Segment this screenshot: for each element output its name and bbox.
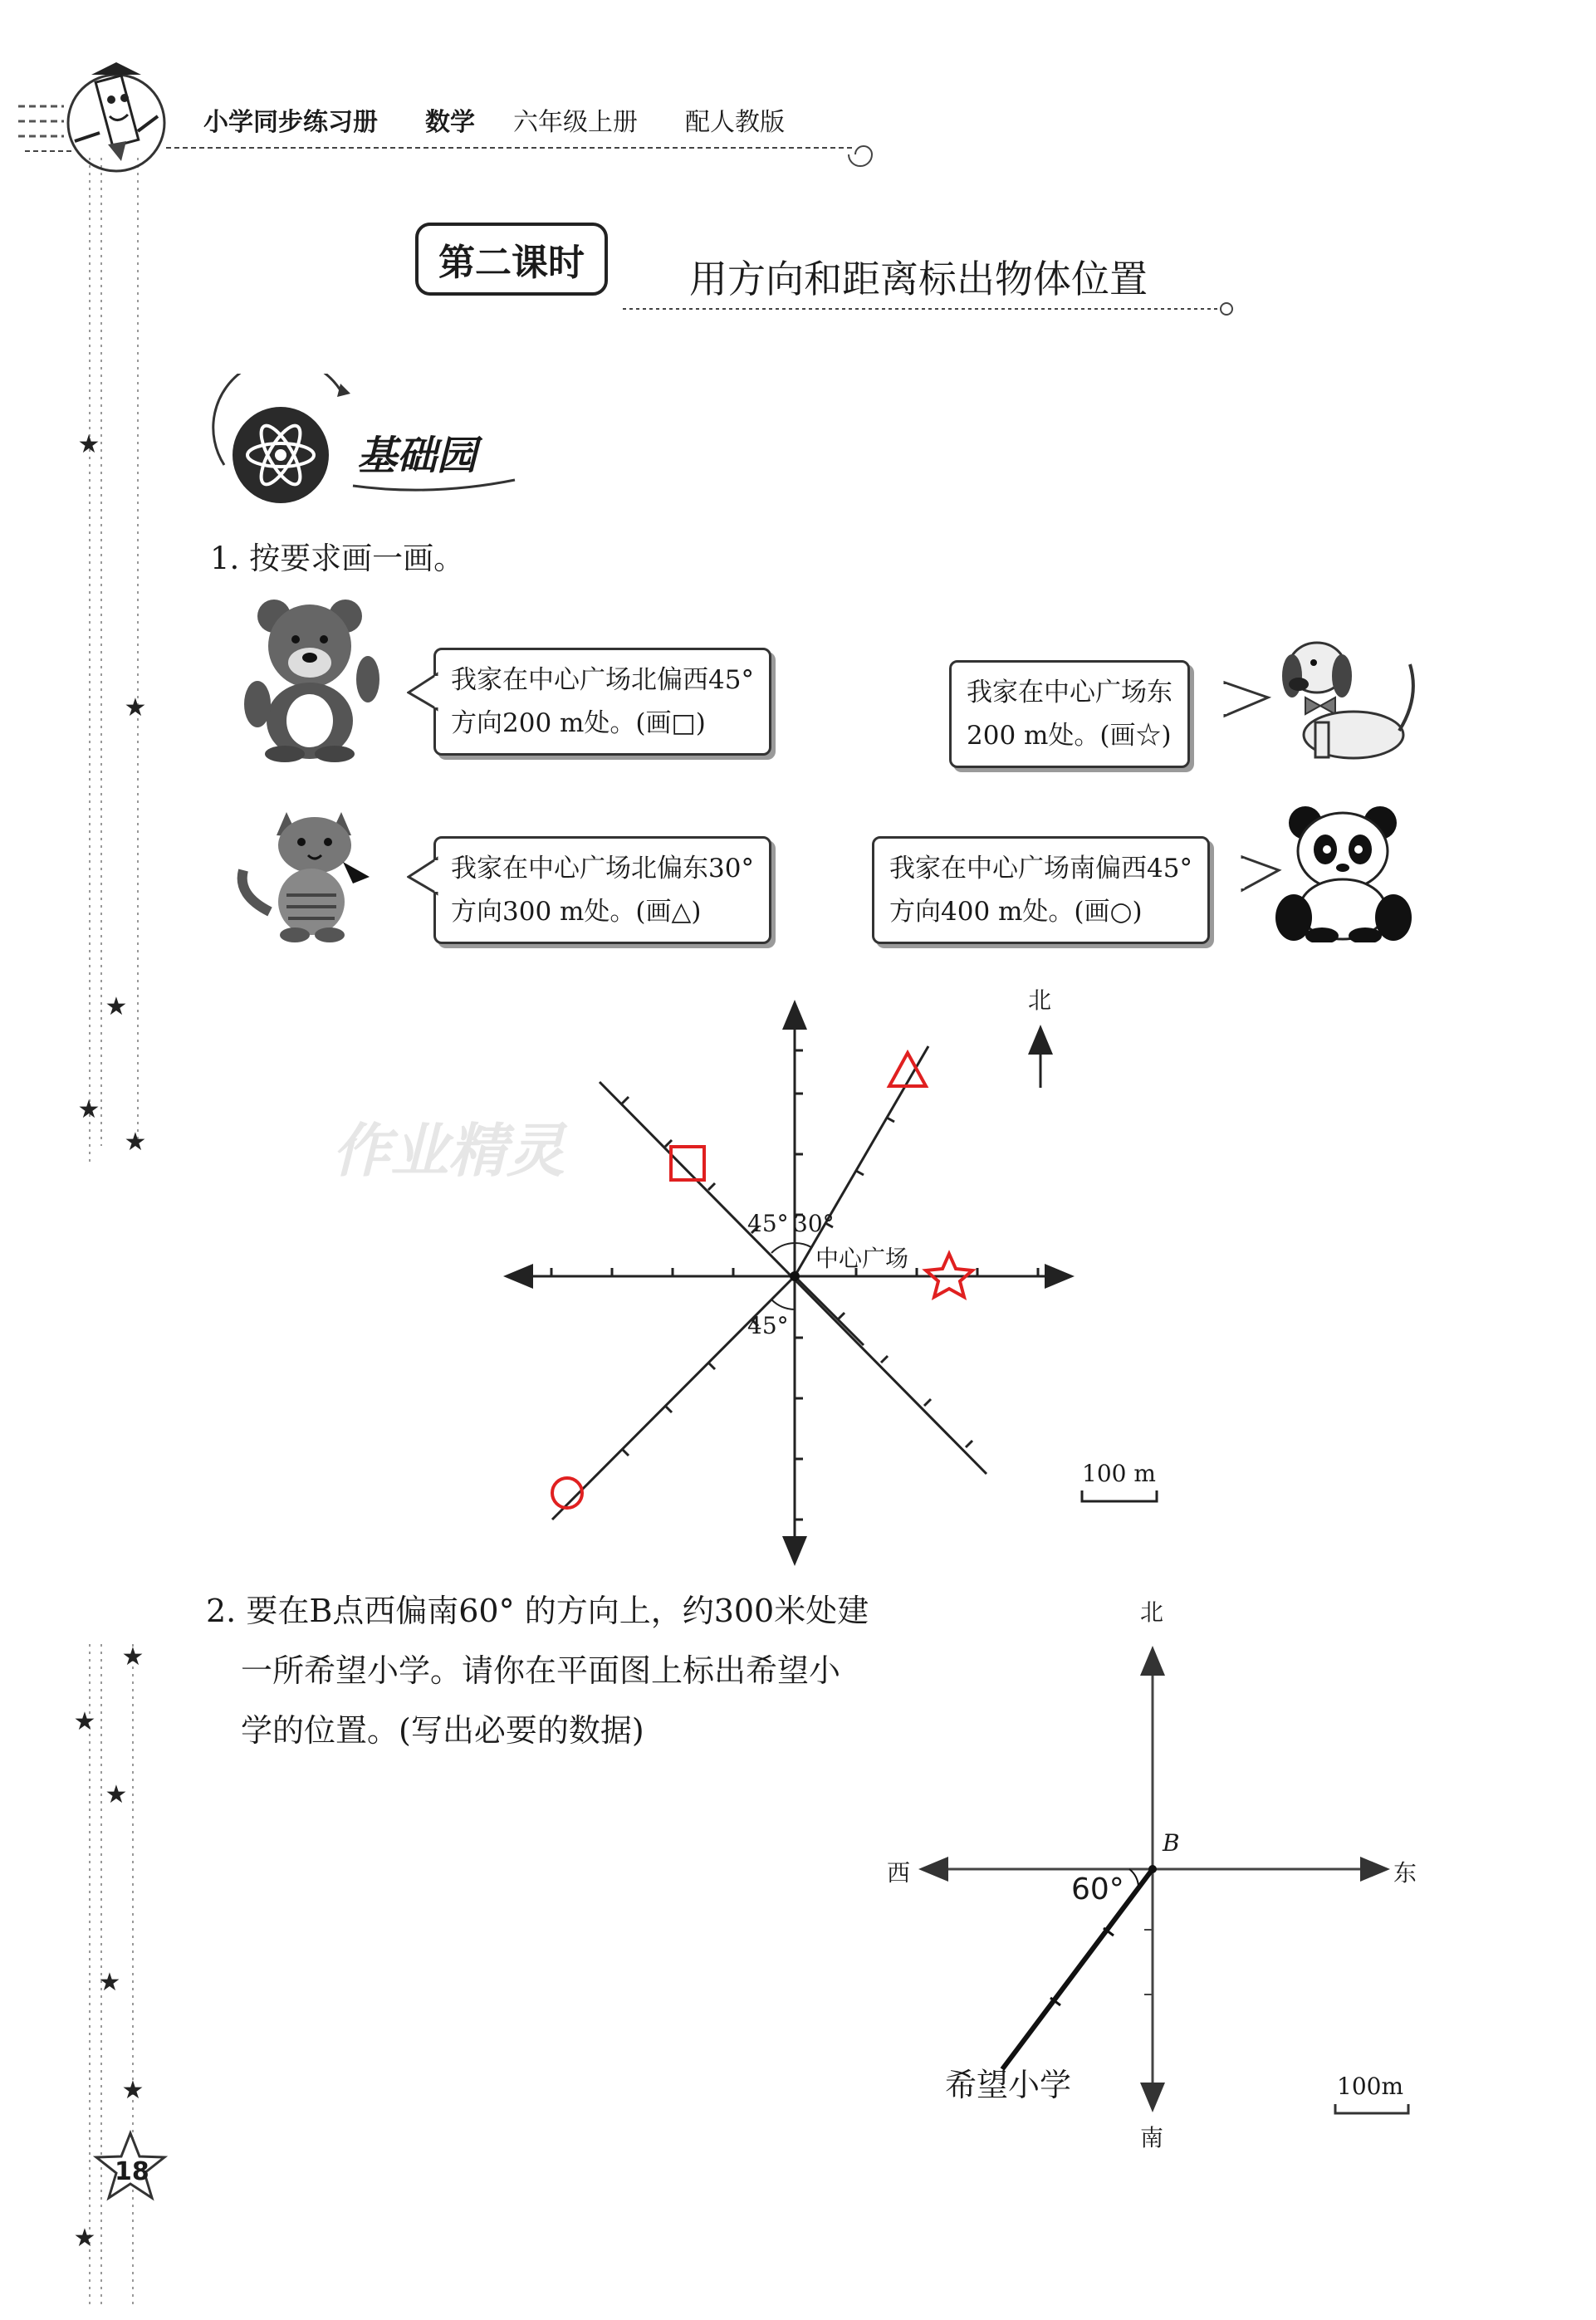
q1-scale-label: 100 m: [1082, 1460, 1156, 1487]
question-2-line-1: 2. 要在B点西偏南60° 的方向上，约300米处建: [206, 1593, 869, 1629]
q2-west-label: 西: [887, 1859, 911, 1887]
bear-bubble-line-1: 我家在中心广场北偏西45°: [451, 665, 754, 695]
svg-text:★: ★: [98, 1968, 121, 1997]
bear-bubble-line-2: 方向200 m处。(画□): [451, 708, 706, 738]
svg-text:★: ★: [105, 992, 128, 1021]
q2-point-b-label: B: [1163, 1829, 1180, 1857]
lesson-title: 用方向和距离标出物体位置: [689, 257, 1148, 301]
q1-angle-label-sw: 45°: [747, 1312, 789, 1339]
q2-east-label: 东: [1393, 1859, 1417, 1887]
watermark: 作业精灵: [332, 1117, 565, 1185]
q1-angle-label-nw: 45°: [747, 1210, 789, 1237]
panda-bubble-line-1: 我家在中心广场南偏西45°: [889, 854, 1192, 883]
q1-angle-label-ne: 30°: [793, 1210, 835, 1237]
svg-text:★: ★: [124, 1128, 147, 1157]
svg-text:★: ★: [73, 2224, 96, 2253]
q2-scale-label: 100m: [1337, 2073, 1403, 2100]
svg-text:★: ★: [121, 2076, 144, 2105]
page-number: 18: [115, 2157, 149, 2186]
svg-text:★: ★: [73, 1707, 96, 1736]
cat-bubble-line-2: 方向300 m处。(画△): [451, 897, 702, 927]
svg-text:★: ★: [77, 1095, 100, 1124]
svg-text:★: ★: [124, 693, 147, 722]
edition-label: 配人教版: [685, 108, 785, 137]
lesson-label: 第二课时: [415, 223, 608, 296]
q2-angle-label: 60°: [1071, 1872, 1124, 1906]
q1-center-label: 中心广场: [815, 1245, 909, 1272]
q1-north-label: 北: [1028, 986, 1052, 1014]
svg-text:★: ★: [105, 1780, 128, 1809]
question-2-line-2: 一所希望小学。请你在平面图上标出希望小: [241, 1652, 841, 1689]
q2-south-label: 南: [1140, 2124, 1164, 2151]
svg-text:★: ★: [77, 430, 100, 459]
grade-label: 六年级上册: [513, 108, 638, 137]
dog-bubble-line-1: 我家在中心广场东: [967, 678, 1173, 707]
cat-bubble-line-1: 我家在中心广场北偏东30°: [451, 854, 754, 883]
question-2-line-3: 学的位置。(写出必要的数据): [241, 1712, 644, 1749]
svg-text:★: ★: [121, 1642, 144, 1671]
q2-scale-bar: [1335, 2104, 1408, 2113]
dog-bubble-line-2: 200 m处。(画☆): [967, 721, 1172, 751]
section-title: 基础园: [357, 433, 477, 479]
panda-bubble-line-2: 方向400 m处。(画○): [889, 897, 1143, 927]
q2-school-label: 希望小学: [945, 2067, 1072, 2103]
q2-point-b: [1148, 1865, 1157, 1873]
book-title: 小学同步练习册: [203, 108, 378, 137]
question-1-prompt: 1. 按要求画一画。: [210, 541, 465, 576]
subject-label: 数学: [425, 108, 475, 137]
q2-north-label: 北: [1140, 1598, 1164, 1626]
q2-angle-arc: [1129, 1869, 1138, 1887]
